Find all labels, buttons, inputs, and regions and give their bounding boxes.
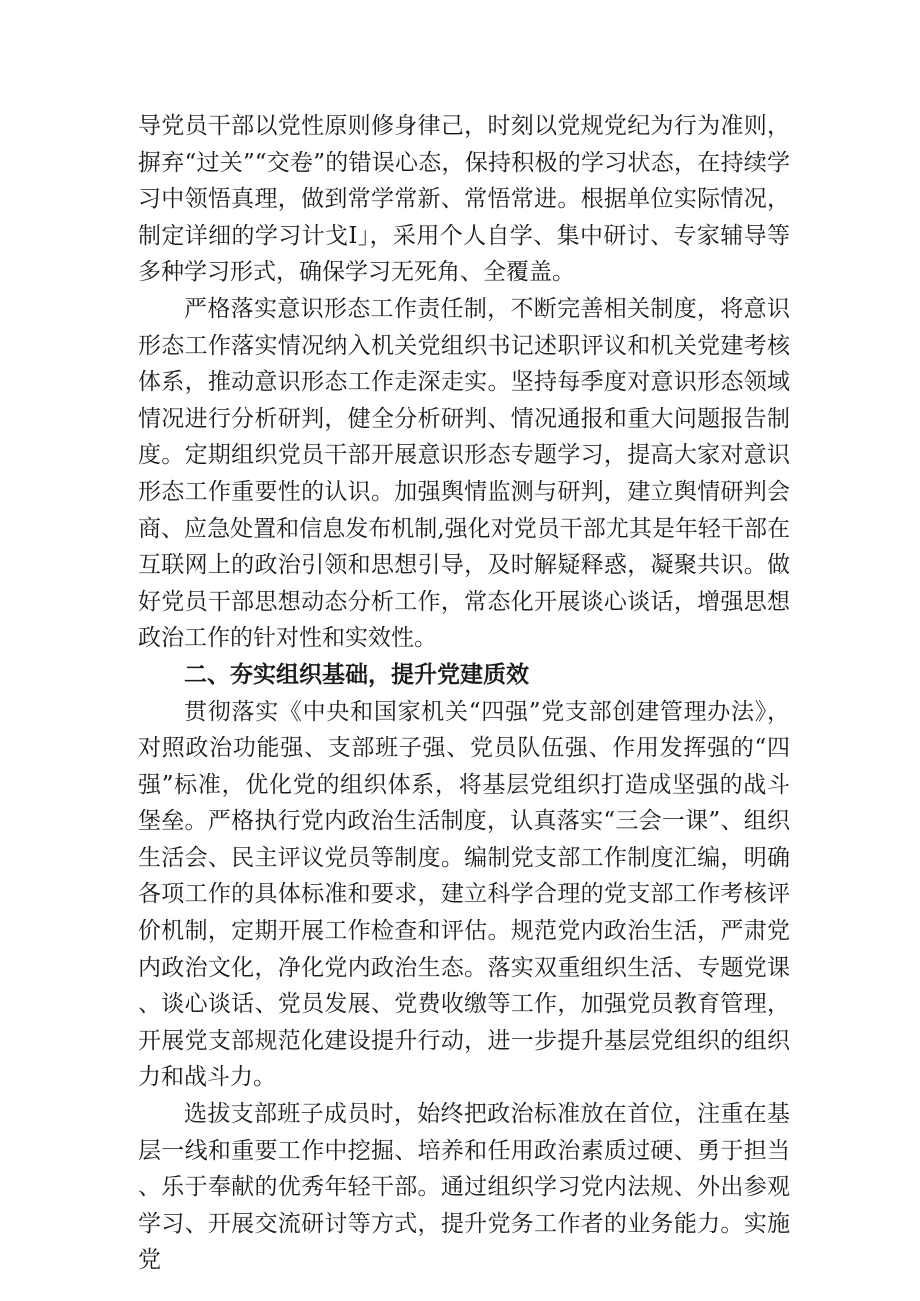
document-page: [138, 108, 790, 1279]
section-heading-organization: 二、夯实组织基础，提升党建质效: [184, 661, 529, 688]
paragraph-study-continuation: 导党员干部以党性原则修身律己，时刻以党规党纪为行为准则，摒弃“过关”“交卷”的错误心态，保持积极的学习状态，在持续学习中领悟真理，做到常学常新、常悟常进。根据单位实际情况，制定详细的学习计戈I」，采用个人自学、集中研讨、专家辅导等多种学习形式，确保学习无死角、全覆盖。: [138, 113, 790, 286]
paragraph-four-strong-branches: 贯彻落实《中央和国家机关“四强”党支部创建管理办法》，对照政治功能强、支部班子强、党员队伍强、作用发挥强的“四强”标准，优化党的组织体系，将基层党组织打造成坚强的战斗堡垒。严格执行党内政治生活制度，认真落实“三会一课”、组织生活会、民主评议党员等制度。编制党支部工作制度汇编，明确各项工作的具体标准和要求，建立科学合理的党支部工作考核评价机制，定期开展工作检查和评估。规范党内政治生活，严肃党内政治文化，净化党内政治生态。落实双重组织生活、专题党课、谈心谈话、党员发展、党费收缴等工作，加强党员教育管理，开展党支部规范化建设提升行动，进一步提升基层党组织的组织力和战斗力。: [138, 698, 790, 1091]
paragraph-ideology-responsibility: 严格落实意识形态工作责任制，不断完善相关制度，将意识形态工作落实情况纳入机关党组织书记述职评议和机关党建考核体系，推动意识形态工作走深走实。坚持每季度对意识形态领域情况进行分析研判，健全分析研判、情况通报和重大问题报告制度。定期组织党员干部开展意识形态专题学习，提高大家对意识形态工作重要性的认识。加强舆情监测与研判，建立舆情研判会商、应急处置和信息发布机制,强化对党员干部尤其是年轻干部在互联网上的政治引领和思想引导，及时解疑释惑，凝聚共识。做好党员干部思想动态分析工作，常态化开展谈心谈话，增强思想政治工作的针对性和实效性。: [138, 295, 790, 652]
paragraph-branch-leadership-selection: 选拔支部班子成员时，始终把政治标准放在首位，注重在基层一线和重要工作中挖掘、培养和任用政治素质过硬、勇于担当、乐于奉献的优秀年轻干部。通过组织学习党内法规、外出参观学习、开展交流研讨等方式，提升党务工作者的业务能力。实施党: [138, 1101, 790, 1274]
